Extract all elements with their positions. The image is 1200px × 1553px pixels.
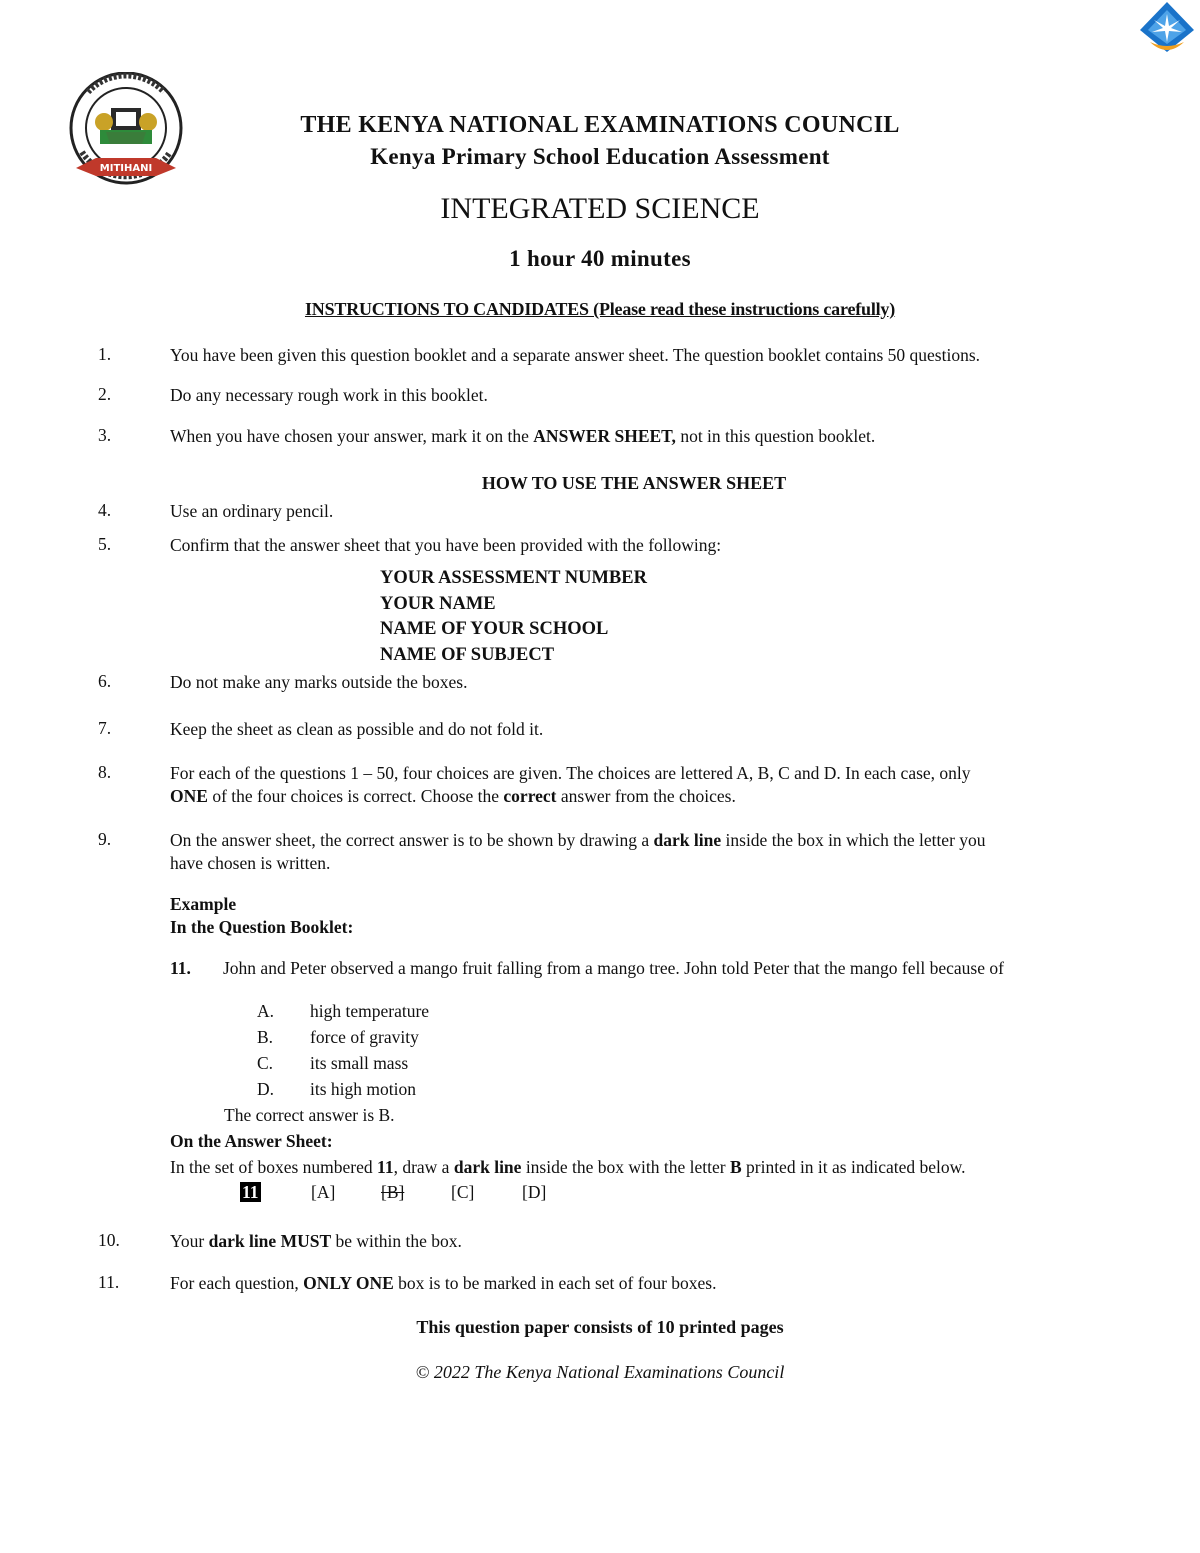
- option-text: its small mass: [310, 1053, 409, 1073]
- box-d: [D]: [522, 1182, 547, 1202]
- confirm-field: YOUR NAME: [380, 593, 496, 614]
- item-number: 2.: [98, 384, 112, 404]
- option-text: its high motion: [310, 1079, 416, 1099]
- corner-logo-icon: [1136, 0, 1198, 56]
- item-number: 1.: [98, 344, 112, 364]
- instruction-text: Your dark line MUST be within the box.: [170, 1231, 462, 1251]
- box-b-marked: [B]: [381, 1182, 405, 1202]
- instruction-text: Do not make any marks outside the boxes.: [170, 672, 468, 692]
- paper-duration: 1 hour 40 minutes: [509, 246, 691, 271]
- item-number: 7.: [98, 718, 112, 738]
- option-letter: D.: [257, 1079, 275, 1099]
- instruction-text: Keep the sheet as clean as possible and do not fold it.: [170, 719, 544, 739]
- example-question-number: 11.: [170, 958, 191, 978]
- example-label: Example: [170, 894, 237, 914]
- svg-text:MITIHANI: MITIHANI: [99, 163, 153, 174]
- answer-sheet-instruction: In the set of boxes numbered 11, draw a dark line inside the box with the letter B printed in it as indicated below.: [170, 1157, 966, 1177]
- box-a: [A]: [311, 1182, 336, 1202]
- item-number: 10.: [98, 1230, 120, 1250]
- box-number: 11: [242, 1182, 259, 1202]
- confirm-field: NAME OF YOUR SCHOOL: [380, 619, 609, 639]
- instruction-text: On the answer sheet, the correct answer is to be shown by drawing a dark line inside the box in which the letter you have chosen is written.: [170, 830, 986, 873]
- option-letter: A.: [257, 1001, 275, 1021]
- confirm-field: NAME OF SUBJECT: [380, 644, 555, 665]
- instruction-text: For each question, ONLY ONE box is to be marked in each set of four boxes.: [170, 1273, 717, 1293]
- item-number: 4.: [98, 500, 112, 520]
- option-letter: B.: [257, 1027, 274, 1047]
- option-text: high temperature: [310, 1001, 430, 1021]
- paper-title: INTEGRATED SCIENCE: [440, 192, 760, 225]
- example-question-text: John and Peter observed a mango fruit falling from a mango tree. John told Peter that the mango fell because of: [223, 958, 1004, 978]
- item-number: 11.: [98, 1272, 120, 1292]
- instruction-text: Do any necessary rough work in this booklet.: [170, 385, 488, 405]
- option-letter: C.: [257, 1053, 274, 1073]
- instruction-text: Use an ordinary pencil.: [170, 501, 334, 521]
- item-number: 5.: [98, 534, 112, 554]
- item-number: 9.: [98, 829, 112, 849]
- option-text: force of gravity: [310, 1027, 419, 1047]
- copyright: © 2022 The Kenya National Examinations Council: [415, 1362, 785, 1382]
- correct-answer-note: The correct answer is B.: [224, 1105, 395, 1125]
- council-name: THE KENYA NATIONAL EXAMINATIONS COUNCIL: [300, 112, 900, 138]
- page-count-note: This question paper consists of 10 printed pages: [416, 1317, 784, 1337]
- item-number: 8.: [98, 762, 112, 782]
- confirm-field: YOUR ASSESSMENT NUMBER: [380, 568, 647, 588]
- answer-sheet-heading: HOW TO USE THE ANSWER SHEET: [481, 473, 787, 493]
- booklet-label: In the Question Booklet:: [170, 917, 354, 937]
- confirm-fields-list: [380, 566, 647, 668]
- instructions-heading: INSTRUCTIONS TO CANDIDATES (Please read these instructions carefully): [304, 299, 896, 319]
- box-c: [C]: [451, 1182, 475, 1202]
- instruction-text: Confirm that the answer sheet that you have been provided with the following:: [170, 535, 722, 555]
- instruction-text: You have been given this question booklet and a separate answer sheet. The question booklet contains 50 questions.: [170, 345, 981, 365]
- item-number: 3.: [98, 425, 112, 445]
- instruction-text: For each of the questions 1 – 50, four choices are given. The choices are lettered A, B, C and D. In each case, only ONE of the four choices is correct. Choose the correct answer from the choices.: [170, 763, 971, 806]
- item-number: 6.: [98, 671, 112, 691]
- assessment-name: Kenya Primary School Education Assessment: [370, 144, 830, 169]
- answer-sheet-label: On the Answer Sheet:: [170, 1131, 333, 1151]
- instruction-text: When you have chosen your answer, mark it on the ANSWER SHEET, not in this question booklet.: [170, 426, 876, 446]
